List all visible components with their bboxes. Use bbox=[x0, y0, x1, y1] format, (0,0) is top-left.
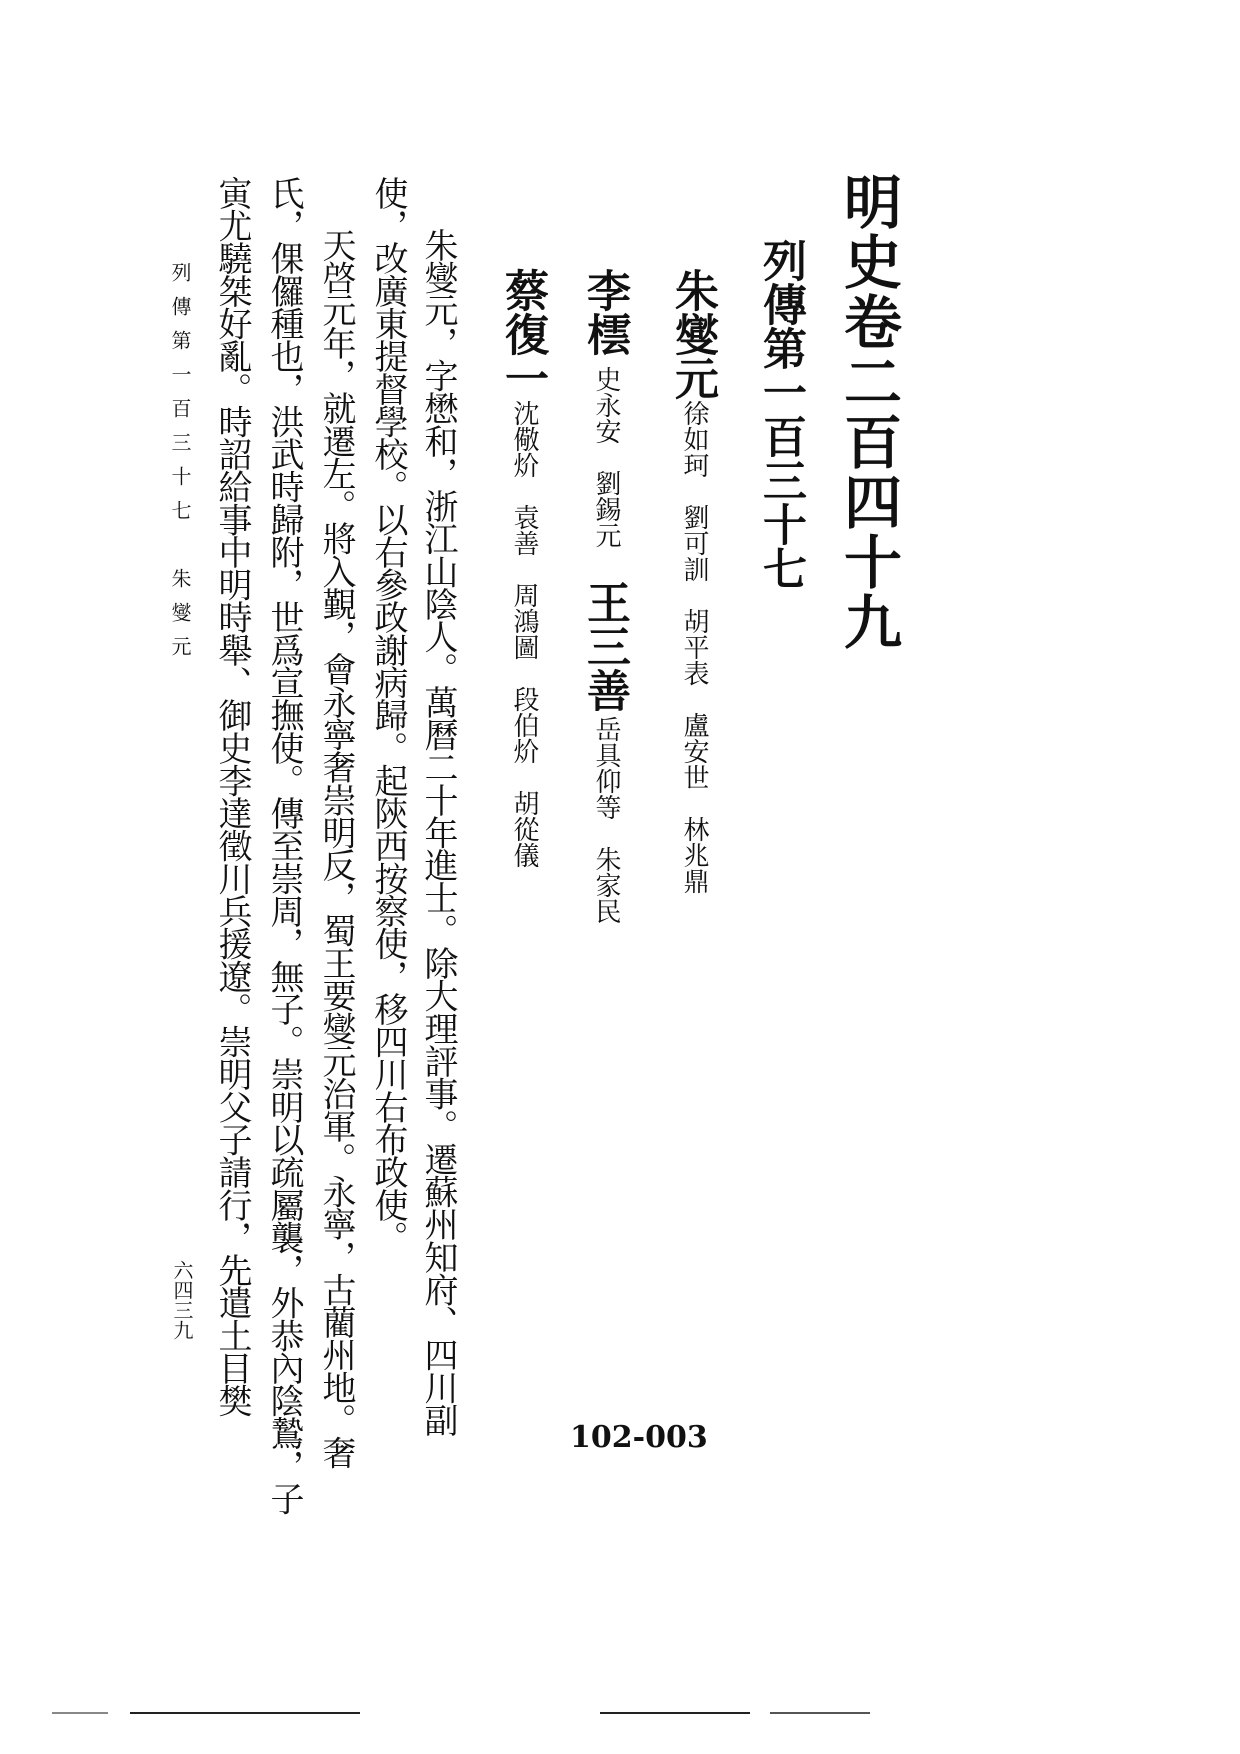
chapter-title: 列傳第一百三十七 bbox=[755, 238, 806, 590]
body-line-5: 寅尤驍桀好亂。時詔給事中明時舉、御史李達徵川兵援遼。崇明父子請行，先遣土目樊 bbox=[212, 176, 252, 1417]
volume-title: 明史卷二百四十九 bbox=[834, 172, 902, 652]
subject-name-1: 朱燮元 bbox=[667, 268, 718, 400]
body-line-4: 氏，倮儸種也，洪武時歸附，世爲宣撫使。傳至崇周，無子。崇明以疏屬襲，外恭內陰鷙，子 bbox=[264, 176, 304, 1515]
footer-chapter: 列傳第一百三十七 朱燮元 bbox=[168, 262, 192, 670]
body-line-2: 使，改廣東提督學校。以右參政謝病歸。起陝西按察使，移四川右布政使。 bbox=[368, 176, 408, 1254]
footer-page-number: 六四三九 bbox=[170, 1260, 194, 1340]
scan-rule-right-b bbox=[770, 1712, 870, 1714]
scan-rule-left bbox=[130, 1712, 360, 1714]
body-line-3: 天啓元年，就遷左。將入覲，會永寧奢崇明反，蜀王要燮元治軍。永寧，古藺州地。奢 bbox=[316, 228, 356, 1469]
subject-name-2: 李橒 bbox=[579, 268, 630, 356]
subject-others-1: 徐如珂 劉可訓 胡平表 盧安世 林兆鼎 bbox=[679, 400, 709, 894]
scan-rule-right bbox=[600, 1712, 750, 1714]
subject-others-2: 史永安 劉錫元 bbox=[591, 366, 621, 548]
archive-stamp: 102-003 bbox=[570, 1420, 708, 1455]
body-line-1: 朱燮元，字懋和，浙江山陰人。萬曆二十年進士。除大理評事。遷蘇州知府、四川副 bbox=[418, 228, 458, 1436]
subject-name-2b: 王三善 bbox=[579, 580, 630, 712]
subject-others-2b: 岳具仰等 朱家民 bbox=[591, 716, 621, 924]
subject-others-3: 沈儆炌 袁善 周鴻圖 段伯炌 胡從儀 bbox=[509, 400, 539, 868]
subject-name-3: 蔡復一 bbox=[497, 268, 548, 400]
scan-rule-left-dots bbox=[52, 1712, 108, 1714]
